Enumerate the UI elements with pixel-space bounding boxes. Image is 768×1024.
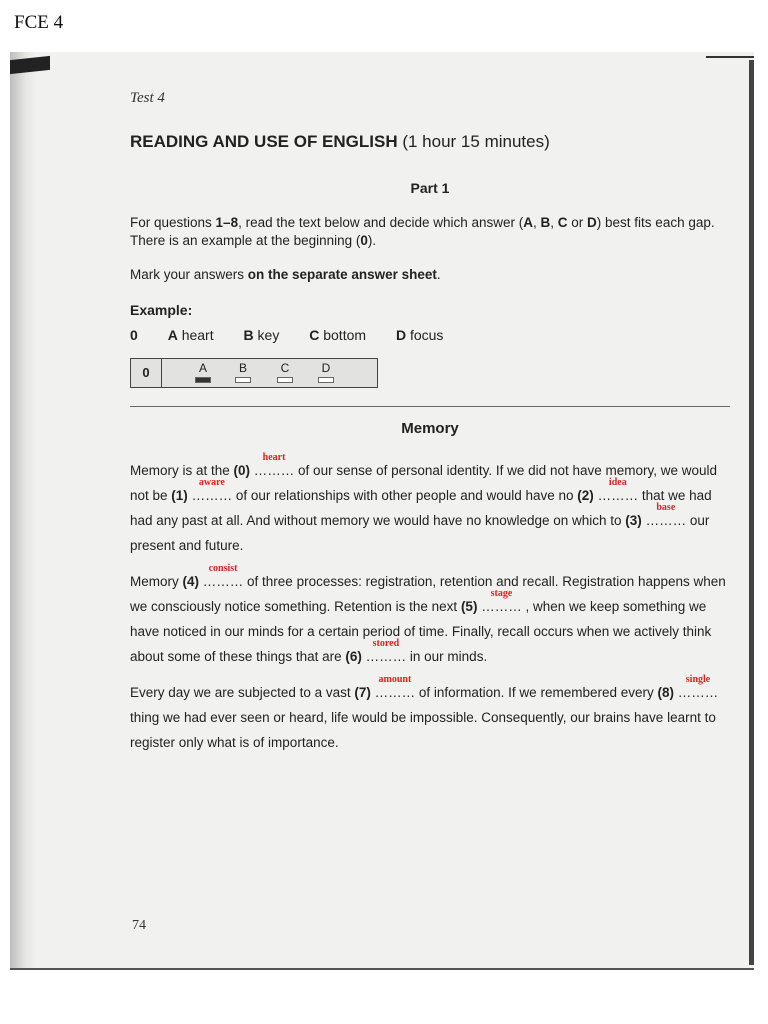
header-label: FCE 4	[14, 12, 64, 33]
gap-5: ……… stage	[481, 594, 522, 619]
gap-1: ……… aware	[192, 483, 233, 508]
section-duration: (1 hour 15 minutes)	[402, 132, 550, 151]
section-title-main: READING AND USE OF ENGLISH	[130, 132, 398, 151]
empty-mark-icon	[235, 377, 251, 383]
example-options: 0 A heart B key C bottom D focus	[130, 327, 444, 343]
empty-mark-icon	[318, 377, 334, 383]
example-label: Example:	[130, 302, 193, 318]
page-corner-mark	[10, 56, 50, 74]
answer-4: consist	[208, 563, 238, 574]
gap-8: ……… single	[678, 680, 719, 705]
example-option-c: C bottom	[309, 327, 367, 343]
document-page	[10, 52, 754, 970]
example-option-a: A heart	[167, 327, 214, 343]
answer-7: amount	[378, 674, 412, 685]
text-title: Memory	[401, 420, 459, 437]
sheet-option-a: A	[193, 361, 213, 383]
part-title: Part 1	[410, 180, 450, 196]
sheet-option-d: D	[316, 361, 336, 383]
page-top-line	[706, 56, 754, 58]
page-number: 74	[132, 918, 146, 933]
gap-2: ……… idea	[598, 483, 639, 508]
sheet-option-c: C	[275, 361, 295, 383]
paragraph-3: Every day we are subjected to a vast (7) ……… amount of information. If we remembered every (8) ……… single thing we had ever seen or heard, life would be impossible. Consequently, our brains have learnt to register only what is of importance.	[130, 680, 734, 755]
gap-4: ……… consist	[203, 569, 244, 594]
gap-7: ……… amount	[375, 680, 416, 705]
paragraph-1: Memory is at the (0) ……… heart of our sense of personal identity. If we did not have memory, we would not be (1) ……… aware of our relationships with other people and would have no (2) ……… idea that we had had any past at all. And without memory we would have no knowledge on which to (3) ……… base our present and future.	[130, 458, 734, 558]
answer-6: stored	[372, 638, 400, 649]
answer-5: stage	[490, 588, 513, 599]
example-option-b: B key	[243, 327, 280, 343]
gap-0: ……… heart	[254, 458, 295, 483]
instructions-2: Mark your answers on the separate answer sheet.	[130, 267, 441, 282]
divider-line	[130, 406, 730, 407]
answer-3: base	[656, 502, 676, 513]
answer-1: aware	[198, 477, 225, 488]
example-box-number: 0	[131, 359, 162, 387]
section-title	[130, 132, 550, 152]
example-option-d: D focus	[395, 327, 444, 343]
answer-8: single	[685, 674, 711, 685]
empty-mark-icon	[277, 377, 293, 383]
sheet-option-b: B	[233, 361, 253, 383]
gap-3: ……… base	[646, 508, 687, 533]
filled-mark-icon	[195, 377, 211, 383]
test-label: Test 4	[130, 90, 165, 106]
paragraph-2: Memory (4) ……… consist of three processes: registration, retention and recall. Registration happens when we consciously notice something. Retention is the next (5) ……… stage , when we keep something we have noticed in our minds for a certain period of time. Finally, recall occurs when we actively think about some of these things that are (6) ……… stored in our minds.	[130, 569, 734, 669]
example-answer-box	[130, 358, 378, 388]
instructions-1: For questions 1–8, read the text below and decide which answer (A, B, C or D) best fits each gap. There is an example at the beginning (0).	[130, 215, 715, 248]
answer-0: heart	[262, 452, 286, 463]
gap-6: ……… stored	[366, 644, 407, 669]
answer-2: idea	[608, 477, 627, 488]
